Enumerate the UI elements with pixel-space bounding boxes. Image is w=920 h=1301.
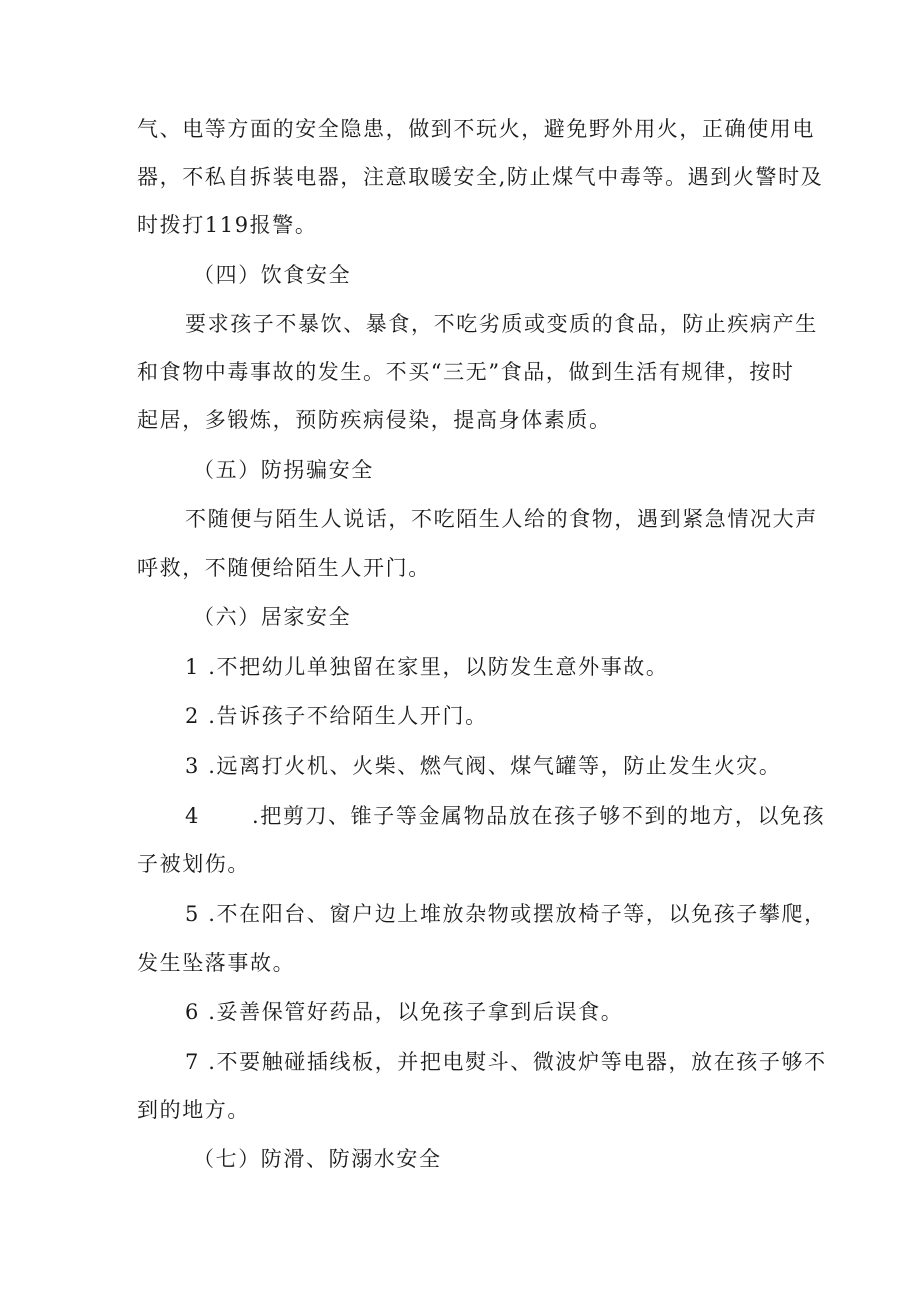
fire-safety-line-1: 气、电等方面的安全隐患，做到不玩火，避免野外用火，正确使用电: [137, 117, 815, 141]
section-5-line-1: 不随便与陌生人说话，不吃陌生人给的食物，遇到紧急情况大声: [185, 507, 818, 531]
section-4-line-3: 起居，多锻炼，预防疾病侵染，提高身体素质。: [137, 408, 612, 432]
section-5-line-2: 呼救，不随便给陌生人开门。: [137, 556, 431, 580]
section-6-item-7-line-1: 7 .不要触碰插线板，并把电熨斗、微波炉等电器，放在孩子够不: [185, 1050, 827, 1074]
section-4-heading: （四）饮食安全: [193, 263, 352, 287]
section-6-item-4-line-1: [185, 801, 825, 831]
section-5-heading: （五）防拐骗安全: [193, 458, 374, 482]
section-6-item-2: 2 .告诉孩子不给陌生人开门。: [185, 704, 488, 728]
fire-safety-line-2: 器，不私自拆装电器，注意取暖安全,防止煤气中毒等。遇到火警时及: [137, 165, 824, 189]
section-6-item-4-number: 4: [185, 804, 200, 828]
section-6-item-5-line-2: 发生坠落事故。: [137, 951, 296, 975]
section-4-line-2: 和食物中毒事故的发生。不买“三无”食品，做到生活有规律，按时: [137, 360, 795, 384]
section-4-line-1: 要求孩子不暴饮、暴食，不吃劣质或变质的食品，防止疾病产生: [185, 312, 818, 336]
section-6-item-5-line-1: 5 .不在阳台、窗户边上堆放杂物或摆放椅子等，以免孩子攀爬，: [185, 902, 827, 926]
section-6-item-3: 3 .远离打火机、火柴、燃气阀、煤气罐等，防止发生火灾。: [185, 754, 782, 778]
section-6-item-4-line-2: 子被划伤。: [137, 852, 250, 876]
section-6-item-6: 6 .妥善保管好药品，以免孩子拿到后误食。: [185, 1000, 624, 1024]
section-6-item-7-line-2: 到的地方。: [137, 1098, 250, 1122]
section-6-item-4-text: .把剪刀、锥子等金属物品放在孩子够不到的地方，以免孩: [251, 804, 826, 828]
fire-safety-line-3: 时拨打119报警。: [137, 213, 318, 237]
section-6-heading: （六）居家安全: [193, 605, 352, 629]
section-6-item-1: 1 .不把幼儿单独留在家里，以防发生意外事故。: [185, 655, 669, 679]
section-7-heading: （七）防滑、防溺水安全: [193, 1147, 442, 1171]
